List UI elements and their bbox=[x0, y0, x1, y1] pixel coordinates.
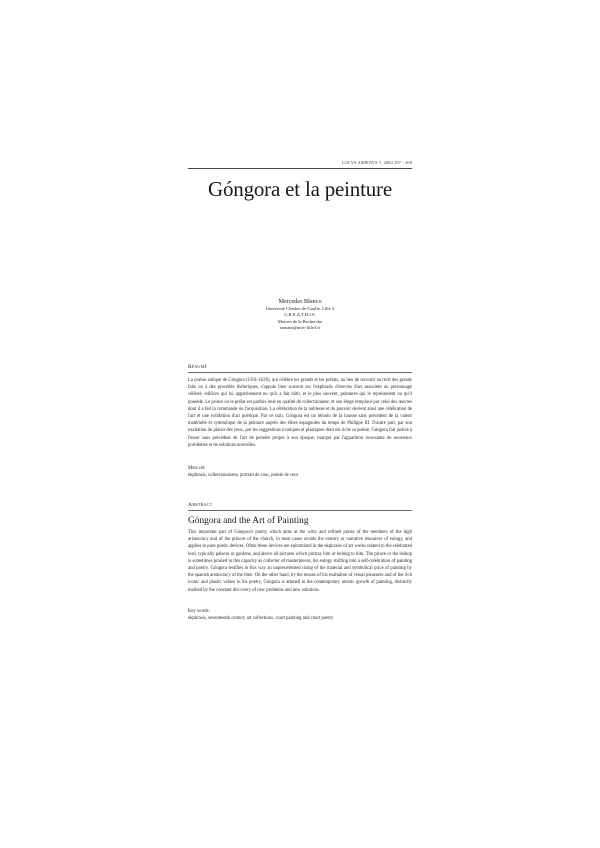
running-head: LOCVS AMŒNVS 7, 2004 197 - 208 bbox=[341, 160, 412, 165]
resume-keywords-block bbox=[188, 465, 412, 479]
author-building: Maison de la Recherche bbox=[277, 318, 323, 324]
article-title: Góngora et la peinture bbox=[208, 177, 392, 201]
abstract-body bbox=[188, 529, 412, 594]
abstract-heading: Abstract bbox=[188, 502, 213, 508]
abstract-keywords: ekphrasis, seventeenth century art collections, court painting and court poetry bbox=[188, 616, 334, 621]
abstract-rule bbox=[188, 510, 412, 511]
author-affiliation: Université Charles-de-Gaulle, Lille 3 bbox=[265, 306, 335, 311]
resume-text: La poésie aulique de Góngora (1561-1626), qui célèbre les grands et les prélats, au lieu de recourir au récit des grands faits ou à des procédés rhétoriques, s'appuie bien souvent sur l'ekphrasis d'œuvres d'art associées au personnage célébré, édifices qui lui appartiennent ou qu'il a fait bâtir, et le plus souvent, peintures qui le représentent ou qu'il possède. Le prince ou le prélat est parfois loué en qualité de collectionneur, et son éloge remplacé par celui des œuvres dont il a fait la commande ou l'acquisition. La célébration de la noblesse et du pouvoir devient ainsi une célébration de l'art et une exhibition d'art poétique. Par ce trait, Góngora est un témoin de la hausse sans précédent de la valeur matérielle et symbolique de la peinture auprès des élites espagnoles du temps de Philippe III. D'autre part, par son exaltation du plaisir des yeux, par les suggestions iconiques et plastiques dont est riche sa poésie, Góngora fait justice à l'essor sans précédent de l'art de peindre propre à son époque, marqué par l'apparition incessante de nouveaux problèmes et de solutions nouvelles. bbox=[188, 378, 412, 448]
abstract-keywords-label: Key words: bbox=[188, 609, 210, 614]
resume-heading: Résumé bbox=[188, 364, 208, 370]
author-lab: C.R.E.A.T.H.I.S. bbox=[284, 312, 316, 318]
abstract-title: Góngora and the Art of Painting bbox=[188, 516, 309, 526]
author-block bbox=[188, 298, 412, 332]
resume-keywords-label: Mots clé: bbox=[188, 466, 206, 471]
author-email[interactable]: samain@univ-lille3.fr bbox=[279, 325, 321, 331]
abstract-text: This important part of Góngora's poetry which aims at the witty and refined praise of the members of the high aristocracy and of the princes of the church, in most cases avoids the oratory or narrative resources of eulogy, and applies to pure poetic devices. Often these devices are epitomized in the ekphrasis of art works related to the celebrated lord, typically palaces or gardens, and above all pictures which portray him or belong to him. The prince or the bishop is sometimes praised in this capacity as collector of masterpieces, his eulogy shifting into a self-celebration of painting and poetry. Góngora testifies in this way an unprecedented rising of the material and symbolical price of painting by the spanish aristocracy of the time. On the other hand, by the means of his exaltation of visual pleasures and of the rich iconic and plastic values in his poetry, Góngora is attuned to the contemporary artistic growth of painting, distinctly marked by the constant discovery of new problems and new solutions. bbox=[188, 530, 412, 593]
abstract-keywords-block bbox=[188, 608, 412, 622]
resume-keywords: ekphrasis, collectionnisme, portrait de cour, poésie de cour bbox=[188, 473, 299, 478]
resume-rule bbox=[188, 372, 412, 373]
header-rule bbox=[188, 168, 412, 169]
author-name: Mercedes Blanco bbox=[278, 298, 322, 305]
resume-body bbox=[188, 377, 412, 449]
